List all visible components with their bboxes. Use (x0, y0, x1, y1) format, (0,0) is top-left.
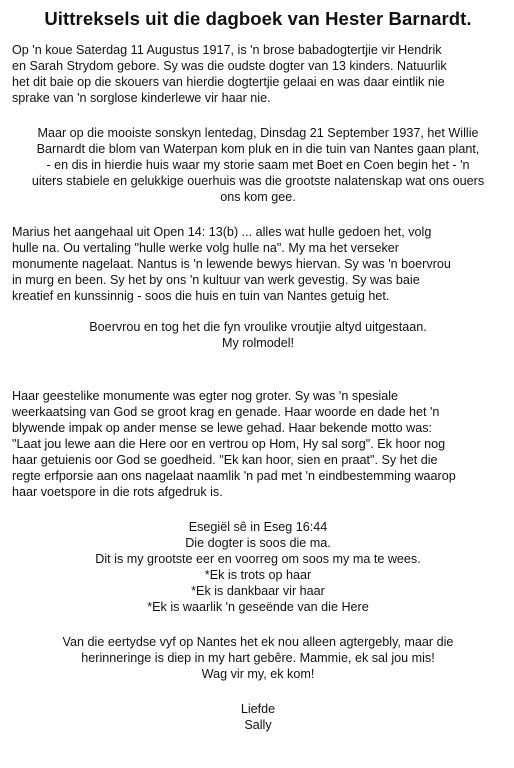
text-line: ons kom gee. (220, 190, 296, 204)
text-line: Haar geestelike monumente was egter nog groter. Sy was 'n spesiale (12, 389, 399, 403)
text-line: blywende impak op ander mense se lewe gehad. Haar bekende motto was: (12, 421, 433, 435)
text-line: hulle na. Ou vertaling "hulle werke volg hulle na". My ma het verseker (12, 241, 399, 255)
text-line: Wag vir my, ek kom! (201, 667, 315, 681)
text-line: kreatief en kunssinnig - soos die huis en tuin van Nantes getuig het. (12, 289, 390, 303)
text-line: herinneringe is diep in my hart gebêre. Mammie, ek sal jou mis! (81, 651, 435, 665)
text-line: Van die eertydse vyf op Nantes het ek nou alleen agtergebly, maar die (62, 635, 454, 649)
text-line: Boervrou en tog het die fyn vroulike vroutjie altyd uitgestaan. (89, 320, 427, 334)
text-line: en Sarah Strydom gebore. Sy was die oudste dogter van 13 kinders. Natuurlik (12, 59, 447, 73)
document-title: Uittreksels uit die dagboek van Hester Barnardt. (44, 8, 472, 29)
text-line: weerkaatsing van God se groot krag en genade. Haar woorde en dade het 'n (12, 405, 440, 419)
text-line: in murg en been. Sy het by ons 'n kultuur van werk gevestig. Sy was baie (12, 273, 420, 287)
paragraph-spiritual (12, 388, 504, 500)
paragraph-marriage (12, 125, 504, 205)
text-line: het dit baie op die skouers van hierdie dogtertjie gelaai en was daar eintlik nie (12, 75, 445, 89)
closing-line: Liefde (240, 702, 276, 716)
text-line: haar voetspore in die rots afgedruk is. (12, 485, 223, 499)
text-line: Op 'n koue Saterdag 11 Augustus 1917, is 'n brose babadogtertjie vir Hendrik (12, 43, 442, 57)
paragraph-birth (12, 42, 504, 106)
signature-name: Sally (244, 718, 272, 732)
text-line: My rolmodel! (221, 336, 295, 350)
paragraph-role-model (12, 319, 504, 351)
text-line: *Ek is dankbaar vir haar (191, 584, 325, 598)
text-line: Barnardt die blom van Waterpan kom pluk en in die tuin van Nantes gaan plant, (36, 142, 480, 156)
paragraph-monuments (12, 224, 504, 304)
text-line: - en dis in hierdie huis waar my storie saam met Boet en Coen begin het - 'n (46, 158, 470, 172)
text-line: monumente nagelaat. Nantus is 'n lewende bewys hiervan. Sy was 'n boervrou (12, 257, 451, 271)
text-line: Dit is my grootste eer en voorreg om soos my ma te wees. (95, 552, 421, 566)
text-line: regte erfporsie aan ons nagelaat naamlik 'n pad met 'n eindbestemming waarop (12, 469, 456, 483)
text-line: *Ek is waarlik 'n geseënde van die Here (147, 600, 369, 614)
paragraph-scripture (12, 519, 504, 615)
text-line: Marius het aangehaal uit Open 14: 13(b) ... alles wat hulle gedoen het, volg (12, 225, 432, 239)
text-line: *Ek is trots op haar (204, 568, 312, 582)
text-line: Maar op die mooiste sonskyn lentedag, Dinsdag 21 September 1937, het Willie (37, 126, 479, 140)
signature-block (12, 701, 504, 733)
text-line: haar getuienis oor God se goedheid. "Ek kan hoor, sien en praat". Sy het die (12, 453, 438, 467)
text-line: Esegiël sê in Eseg 16:44 (188, 520, 328, 534)
text-line: Die dogter is soos die ma. (185, 536, 331, 550)
paragraph-farewell (12, 634, 504, 682)
text-line: "Laat jou lewe aan die Here oor en vertrou op Hom, Hy sal sorg". Ek hoor nog (12, 437, 446, 451)
text-line: sprake van 'n sorglose kinderlewe vir haar nie. (12, 91, 271, 105)
text-line: uiters stabiele en gelukkige ouerhuis was die grootste nalatenskap wat ons ouers (31, 174, 485, 188)
